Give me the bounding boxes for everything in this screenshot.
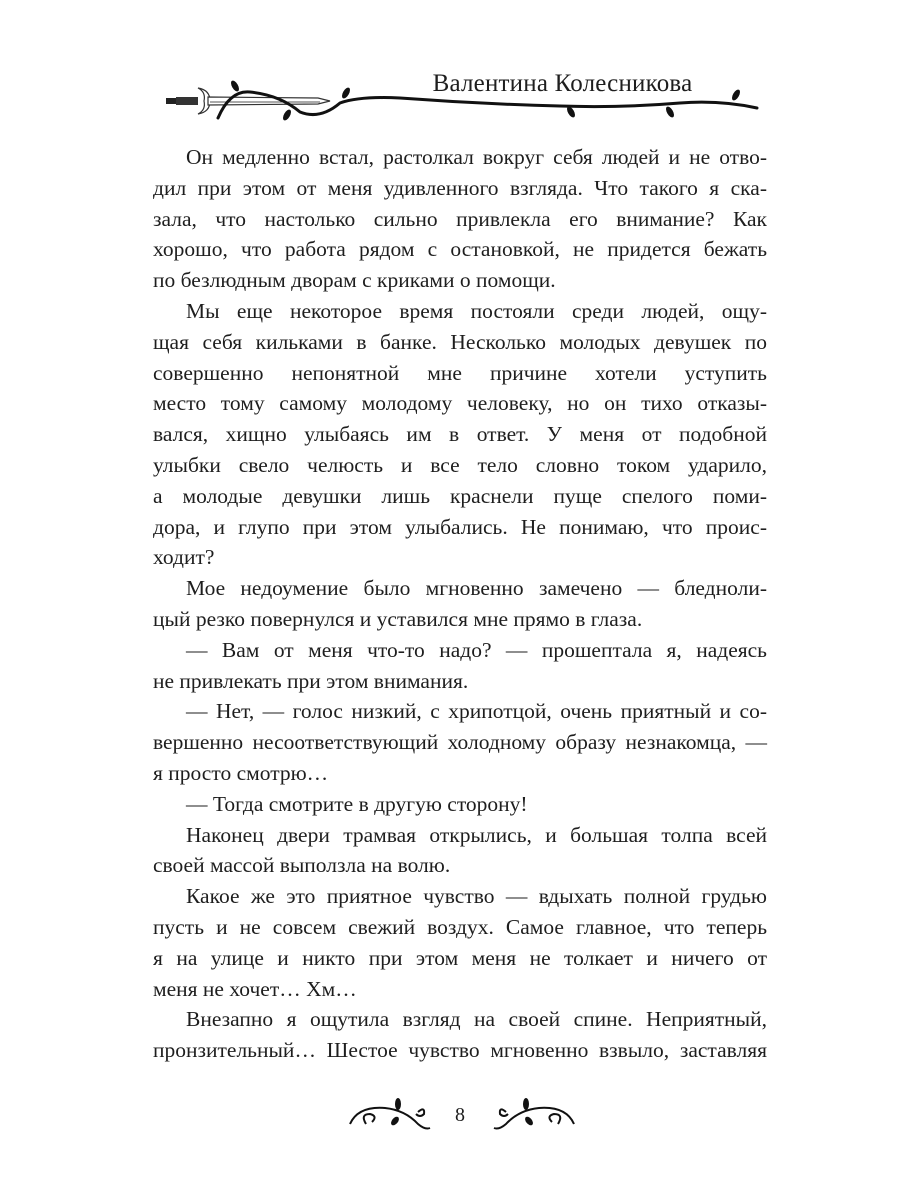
text-line: Внезапно я ощутила взгляд на своей спине. Неприятный,: [186, 1007, 767, 1032]
text-line: пронзительный… Шестое чувство мгновенно взвыло, заставляя: [153, 1038, 767, 1063]
text-line: улыбки свело челюсть и все тело словно током ударило,: [153, 452, 767, 477]
text-line: пусть и не совсем свежий воздух. Самое главное, что теперь: [153, 914, 767, 939]
text-line: — Вам от меня что-то надо? — прошептала я, надеясь: [186, 637, 767, 662]
text-line: дил при этом от меня удивленного взгляда. Что такого я ска-: [153, 175, 767, 200]
text-line: меня не хочет… Хм…: [153, 976, 357, 1001]
text-line: цый резко повернулся и уставился мне прямо в глаза.: [153, 606, 643, 631]
text-line: ходит?: [153, 545, 215, 570]
page-number: 8: [455, 1104, 465, 1126]
text-line: место тому самому молодому человеку, но он тихо отказы-: [153, 391, 767, 416]
text-line: Какое же это приятное чувство — вдыхать полной грудью: [186, 884, 767, 909]
text-line: я на улице и никто при этом меня не толкает и ничего от: [153, 945, 767, 970]
text-line: Наконец двери трамвая открылись, и большая толпа всей: [186, 822, 767, 847]
text-line: Он медленно встал, растолкал вокруг себя людей и не отво-: [186, 145, 767, 169]
text-line: вался, хищно улыбаясь им в ответ. У меня от подобной: [153, 422, 767, 447]
left-flourish-icon: [350, 1098, 430, 1129]
text-line: вершенно несоответствующий холодному образу незнакомца, —: [153, 730, 767, 755]
text-line: не привлекать при этом внимания.: [153, 668, 469, 693]
right-flourish-icon: [494, 1098, 574, 1129]
text-line: я просто смотрю…: [153, 760, 329, 785]
text-line: — Тогда смотрите в другую сторону!: [186, 791, 528, 816]
text-line: щая себя кильками в банке. Несколько молодых девушек по: [153, 329, 767, 354]
text-line: своей массой выползла на волю.: [153, 853, 451, 878]
text-line: совершенно непонятной мне причине хотели уступить: [153, 360, 767, 385]
body-text: [153, 142, 767, 1066]
text-line: Мы еще некоторое время постояли среди людей, ощу-: [186, 298, 767, 323]
text-line: дора, и глупо при этом улыбались. Не понимаю, что проис-: [153, 514, 767, 539]
text-line: хорошо, что работа рядом с остановкой, не придется бежать: [153, 237, 767, 262]
text-line: зала, что настолько сильно привлекла его внимание? Как: [153, 206, 767, 231]
text-line: Мое недоумение было мгновенно замечено — бледноли-: [186, 576, 767, 601]
text-line: а молодые девушки лишь краснели пуще спелого поми-: [153, 483, 767, 508]
text-line: по безлюдным дворам с криками о помощи.: [153, 268, 556, 293]
text-line: — Нет, — голос низкий, с хрипотцой, очень приятный и со-: [186, 699, 767, 724]
running-header-author: Валентина Колесникова: [432, 70, 693, 97]
